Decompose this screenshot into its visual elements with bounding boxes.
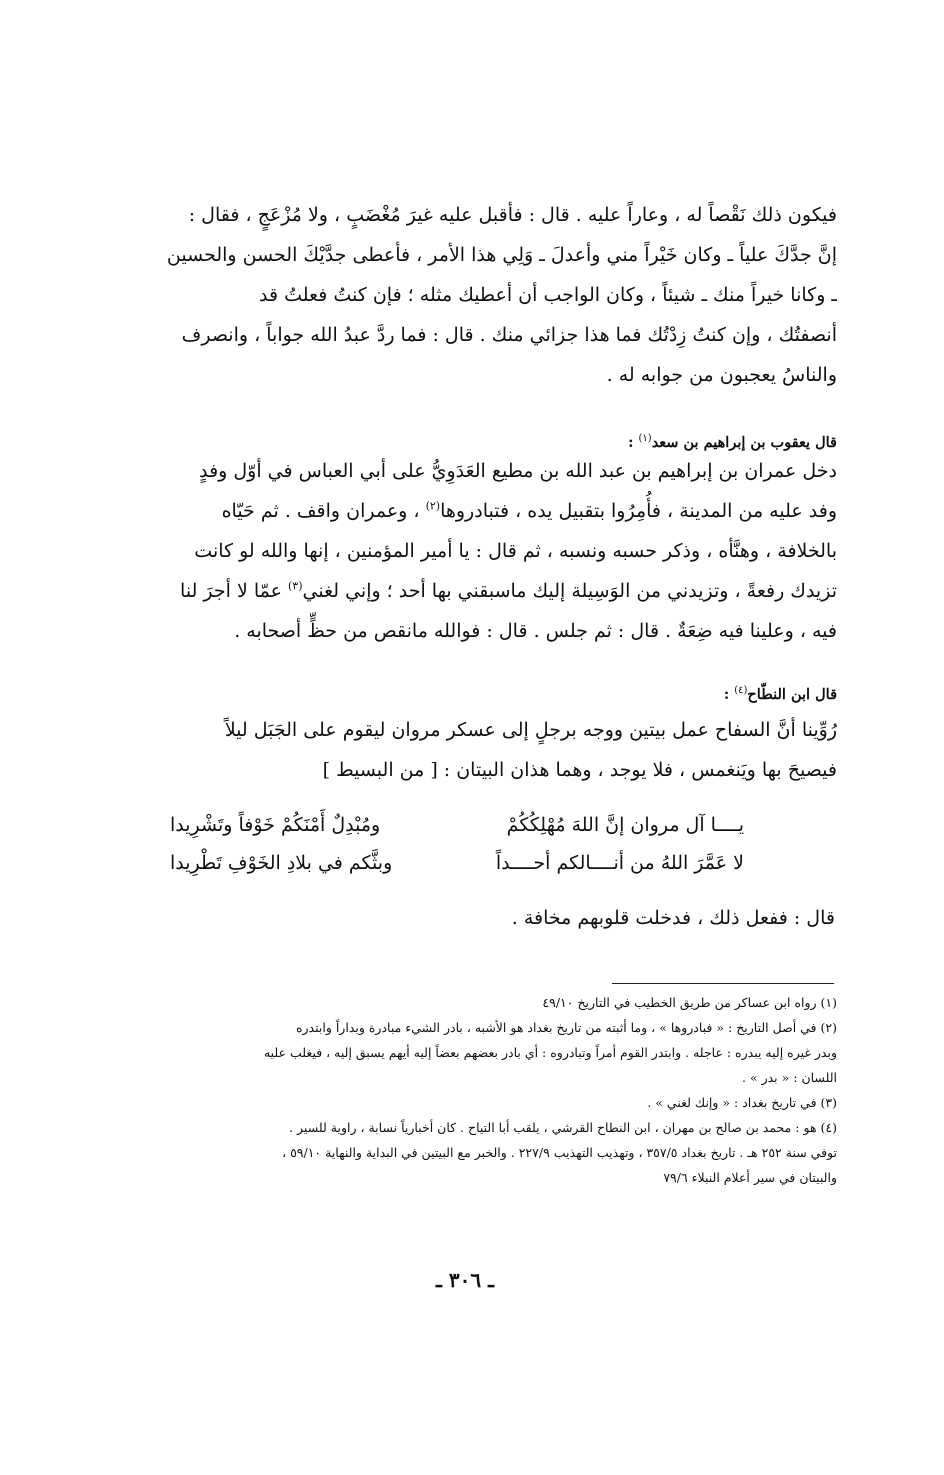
text-run: تزيدك رفعةً ، وتزيدني من الوَسِيلة إليك ماسبقني بها أحد ؛ وإني لغني [302, 580, 837, 602]
footnote-ref: (٤) [734, 685, 748, 696]
heading-colon: : [723, 685, 735, 703]
page-number: ـ ٣٠٦ ـ [436, 1268, 494, 1292]
paragraph-line: دخل عمران بن إبراهيم بن عبد الله بن مطيع العَدَوِيُّ على أبي العباس في أوّل وفدٍ [199, 460, 837, 482]
paragraph-line: ـ وكانا خيراً منك ـ شيئاً ، وكان الواجب أن أعطيك مثله ؛ فإن كنتُ فعلتُ قد [259, 284, 837, 306]
verse-first-hemistich: لا عَمَّرَ اللهُ من أنــــالكم أحــــداً [495, 852, 744, 874]
footnote-line: (٤) هو : محمد بن صالح بن مهران ، ابن النطاح القرشي ، يلقب أبا التياح . كان أخبارياً نسابة ، راوية للسير . [289, 1120, 837, 1135]
paragraph-line: قال : ففعل ذلك ، فدخلت قلوبهم مخافة . [511, 907, 835, 929]
footnote-ref: (٢) [425, 499, 441, 513]
paragraph-3 [105, 710, 837, 790]
paragraph-line: والناسُ يعجبون من جوابه له . [606, 364, 837, 386]
paragraph-1 [105, 195, 837, 395]
footnote-line: (٣) في تاريخ بغداد : « وإنك لغني » . [647, 1095, 837, 1110]
paragraph-line: فيصيحَ بها ويَنغمس ، فلا يوجد ، وهما هذان البيتان : [ من البسيط ] [322, 759, 837, 781]
paragraph-line: فيه ، وعلينا فيه ضِعَةٌ . قال : ثم جلس . قال : فوالله مانقص من حظٍّ أصحابه . [234, 620, 837, 642]
footnote-line: (٢) في أصل التاريخ : « فبادروها » ، وما أثبته من تاريخ بغداد هو الأشبه ، بادر الشيء مبادرة وبداراً وابتدره [295, 1020, 837, 1035]
poem-verses [170, 806, 744, 882]
paragraph-2 [105, 451, 837, 651]
text-run: وفد عليه من المدينة ، فأُمِرُوا بتقبيل يده ، فتبادروها [440, 500, 837, 522]
heading-text: قال يعقوب بن إبراهيم بن سعد [651, 433, 837, 451]
section-heading-2 [105, 679, 837, 707]
paragraph-4 [145, 898, 835, 938]
paragraph-line: إنَّ جدَّكَ علياً ـ وكان خَيْراً مني وأعدلَ ـ وَلِي هذا الأمر ، فأعطى جدَّيْكَ الحسن والحسين [166, 244, 837, 266]
paragraph-line [105, 491, 837, 531]
paragraph-line: رُوِّينا أنَّ السفاح عمل بيتين ووجه برجلٍ إلى عسكر مروان ليقوم على الجَبَل ليلاً [224, 719, 837, 741]
heading-colon: : [628, 433, 639, 451]
verse-line [170, 806, 744, 844]
verse-first-hemistich: يــــا آل مروان إنَّ اللهَ مُهْلِكُكُمْ [506, 814, 744, 836]
verse-second-hemistich: وبثَّكم في بلادِ الخَوْفِ تَطْرِيدا [170, 852, 393, 874]
footnote-line: اللسان : « بدر » . [742, 1070, 837, 1085]
footnotes [105, 990, 837, 1190]
heading-text: قال ابن النطّاح [747, 685, 837, 703]
verse-line [170, 844, 744, 882]
paragraph-line: أنصفتُك ، وإن كنتُ زِدْتُك فما هذا جزائي منك . قال : فما ردَّ عبدُ الله جواباً ، وانصرف [181, 324, 837, 346]
footnote-ref: (٣) [287, 579, 303, 593]
footnote-line: وبدر غيره إليه يبدره : عاجله . وابتدر القوم أمراً وتبادروه : أي بادر بعضهم بعضاً إليه أيهم يسبق إليه ، فيغلب عليه [263, 1045, 837, 1060]
text-run: ، وعمران واقف . ثم حَيّاه [221, 500, 426, 522]
verse-second-hemistich: ومُبْدِلٌ أَمْنَكُمْ خَوْفاً وتَشْرِيدا [170, 814, 381, 836]
footnote-divider [612, 983, 834, 984]
footnote-line: والبيتان في سير أعلام النبلاء ٧٩/٦ [663, 1170, 837, 1185]
text-run: عمّا لا أجرَ لنا [180, 580, 288, 602]
footnote-ref: (١) [638, 433, 652, 444]
paragraph-line: بالخلافة ، وهنَّأه ، وذكر حسبه ونسبه ، ثم قال : يا أمير المؤمنين ، إنها والله لو كانت [194, 540, 837, 562]
paragraph-line [105, 571, 837, 611]
footnote-line: (١) رواه ابن عساكر من طريق الخطيب في التاريخ ٤٩/١٠ [542, 995, 837, 1010]
paragraph-line: فيكون ذلك نَقْصاً له ، وعاراً عليه . قال : فأقبل عليه غيرَ مُغْضَبٍ ، ولا مُزْعَجٍ ، فقال : [188, 204, 837, 226]
footnote-line: توفي سنة ٢٥٢ هـ . تاريخ بغداد ٣٥٧/٥ ، وتهذيب التهذيب ٢٢٧/٩ . والخبر مع البيتين في البداية والنهاية ٥٩/١٠ ، [282, 1145, 837, 1160]
